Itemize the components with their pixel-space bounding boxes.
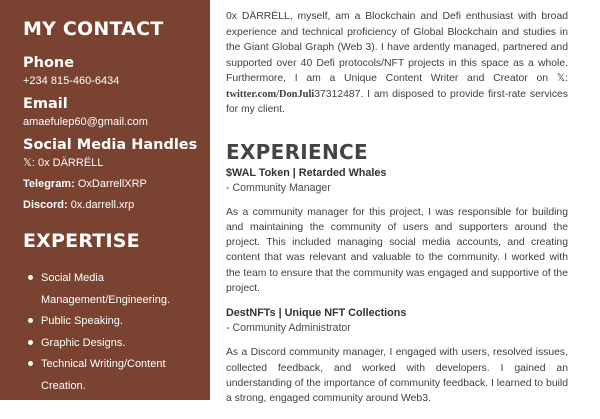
job-role: - Community Manager xyxy=(226,181,331,194)
job-entry xyxy=(226,166,568,297)
experience-section-title: EXPERIENCE xyxy=(226,139,368,164)
expertise-item-continued: Management/Engineering. xyxy=(41,293,171,306)
expertise-item: Social Media xyxy=(41,268,210,290)
job-description: As a community manager for this project, I was responsible for building and maintaining the community of users and supporters around the project. This included managing social media accounts, and creating content that was relevant and valuable to the community. I worked with the team to ensure that the community was engaged and supportive of the project. xyxy=(226,206,568,294)
telegram-label: Telegram: xyxy=(23,178,75,190)
social-handles-label: Social Media Handles xyxy=(23,137,198,153)
job-title: $WAL Token | Retarded Whales xyxy=(226,166,387,179)
job-title: DestNFTs | Unique NFT Collections xyxy=(226,307,407,320)
job-entry xyxy=(226,306,568,406)
telegram-handle[interactable] xyxy=(23,176,210,193)
contact-sidebar xyxy=(0,0,210,413)
x-handle[interactable]: 𝕏: 0x DÄRRËLL xyxy=(23,157,104,169)
discord-handle[interactable] xyxy=(23,197,210,214)
contact-section-title: MY CONTACT xyxy=(23,18,164,40)
expertise-section-title: EXPERTISE xyxy=(23,230,140,252)
expertise-item: Technical Writing/Content xyxy=(41,354,210,376)
intro-text-end: 37312487. I am disposed to provide first-rate services for my client. xyxy=(226,88,568,115)
intro-text: 0x DÄRRËLL, myself, am a Blockchain and Defi enthusiast with broad experience and technical proficiency of Global Blockchain and studies in the Giant Global Graph (Web 3). I have ardently managed, partnered and supported over 40 Defi protocols/NFT projects in this space as a whole. Furthermore, I am a Unique Content Writer and Creator on 𝕏: xyxy=(226,11,568,84)
job-description: As a Discord community manager, I engaged with users, resolved issues, collected feedback, and worked with developers. I gained an understanding of the importance of community feedback. I learned to build a strong, engaged community around Web3. xyxy=(226,347,568,405)
expertise-list xyxy=(23,268,210,419)
email-value[interactable]: amaefulep60@gmail.com xyxy=(23,116,148,128)
phone-label: Phone xyxy=(23,55,75,71)
twitter-link[interactable]: twitter.com/DonJuli xyxy=(226,88,315,100)
intro-paragraph xyxy=(226,9,568,118)
expertise-item: Graphic Designs. xyxy=(41,333,210,355)
job-role: - Community Administrator xyxy=(226,322,351,335)
expertise-item: Project Management xyxy=(41,397,210,419)
expertise-item-continued: Creation. xyxy=(41,379,86,392)
phone-value[interactable]: +234 815-460-6434 xyxy=(23,75,120,87)
telegram-value: OxDarrellXRP xyxy=(77,178,147,190)
main-content xyxy=(226,9,568,416)
discord-label: Discord: xyxy=(23,199,68,211)
expertise-item: Public Speaking. xyxy=(41,311,210,333)
email-label: Email xyxy=(23,96,68,112)
discord-value: 0x.darrell.xrp xyxy=(70,199,135,211)
